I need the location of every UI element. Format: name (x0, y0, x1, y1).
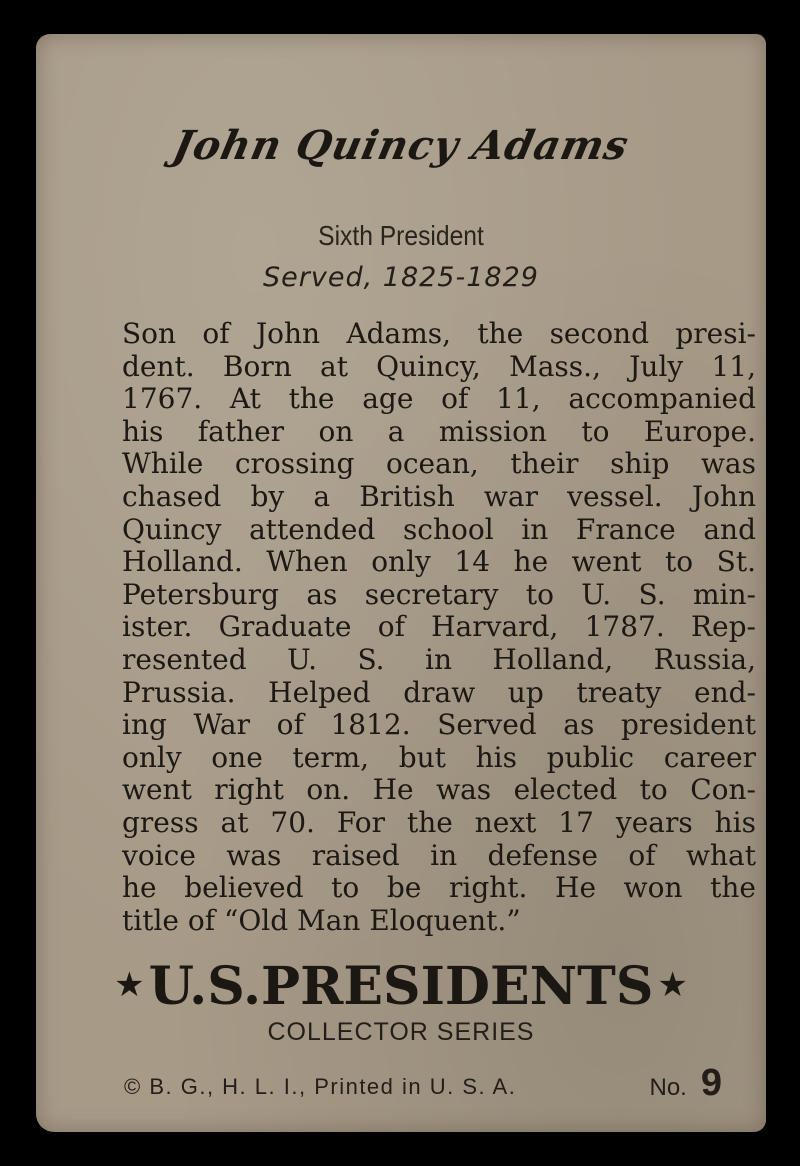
star-icon: ★ (114, 965, 145, 1005)
bio-line: went right on. He was elected to Con- (122, 773, 756, 807)
bio-line: While crossing ocean, their ship was (122, 447, 756, 481)
bio-line: Holland. When only 14 he went to St. (122, 545, 756, 579)
term-served: Served, 1825-1829 (263, 262, 539, 293)
card-number (650, 1062, 723, 1105)
card-number-label: No. (649, 1074, 687, 1101)
bio-line: resented U. S. in Holland, Russia, (122, 642, 756, 676)
collector-series-label: COLLECTOR SERIES (267, 1018, 535, 1046)
bio-line: dent. Born at Quincy, Mass., July 11, (122, 349, 756, 383)
trading-card-back (36, 34, 766, 1132)
bio-line: Prussia. Helped draw up treaty end- (122, 675, 756, 709)
card-number-value: 9 (700, 1062, 722, 1104)
biography-text (122, 318, 756, 937)
series-title-text: U.S.PRESIDENTS (148, 956, 654, 1017)
bio-line: Son of John Adams, the second presi- (122, 317, 756, 350)
copyright-line: © B. G., H. L. I., Printed in U. S. A. (124, 1074, 517, 1099)
bio-line: Quincy attended school in France and (122, 512, 756, 546)
series-title (36, 956, 766, 1017)
bio-line: Petersburg as secretary to U. S. min- (122, 577, 756, 611)
bio-line: only one term, but his public career (122, 740, 756, 774)
bio-line: chased by a British war vessel. John (122, 479, 756, 513)
president-ordinal: Sixth President (318, 220, 484, 251)
bio-line: he believed to be right. He won the (122, 871, 756, 905)
star-icon: ★ (657, 965, 688, 1005)
president-signature: John Quincy Adams (168, 122, 634, 169)
bio-line: voice was raised in defense of what (122, 838, 756, 872)
bio-line: ister. Graduate of Harvard, 1787. Rep- (122, 610, 756, 644)
bio-line: his father on a mission to Europe. (122, 414, 756, 448)
bio-line: ing War of 1812. Served as president (122, 708, 756, 742)
bio-line: 1767. At the age of 11, accompanied (122, 382, 756, 416)
bio-line: title of “Old Man Eloquent.” (122, 903, 521, 937)
bio-line: gress at 70. For the next 17 years his (122, 805, 756, 839)
